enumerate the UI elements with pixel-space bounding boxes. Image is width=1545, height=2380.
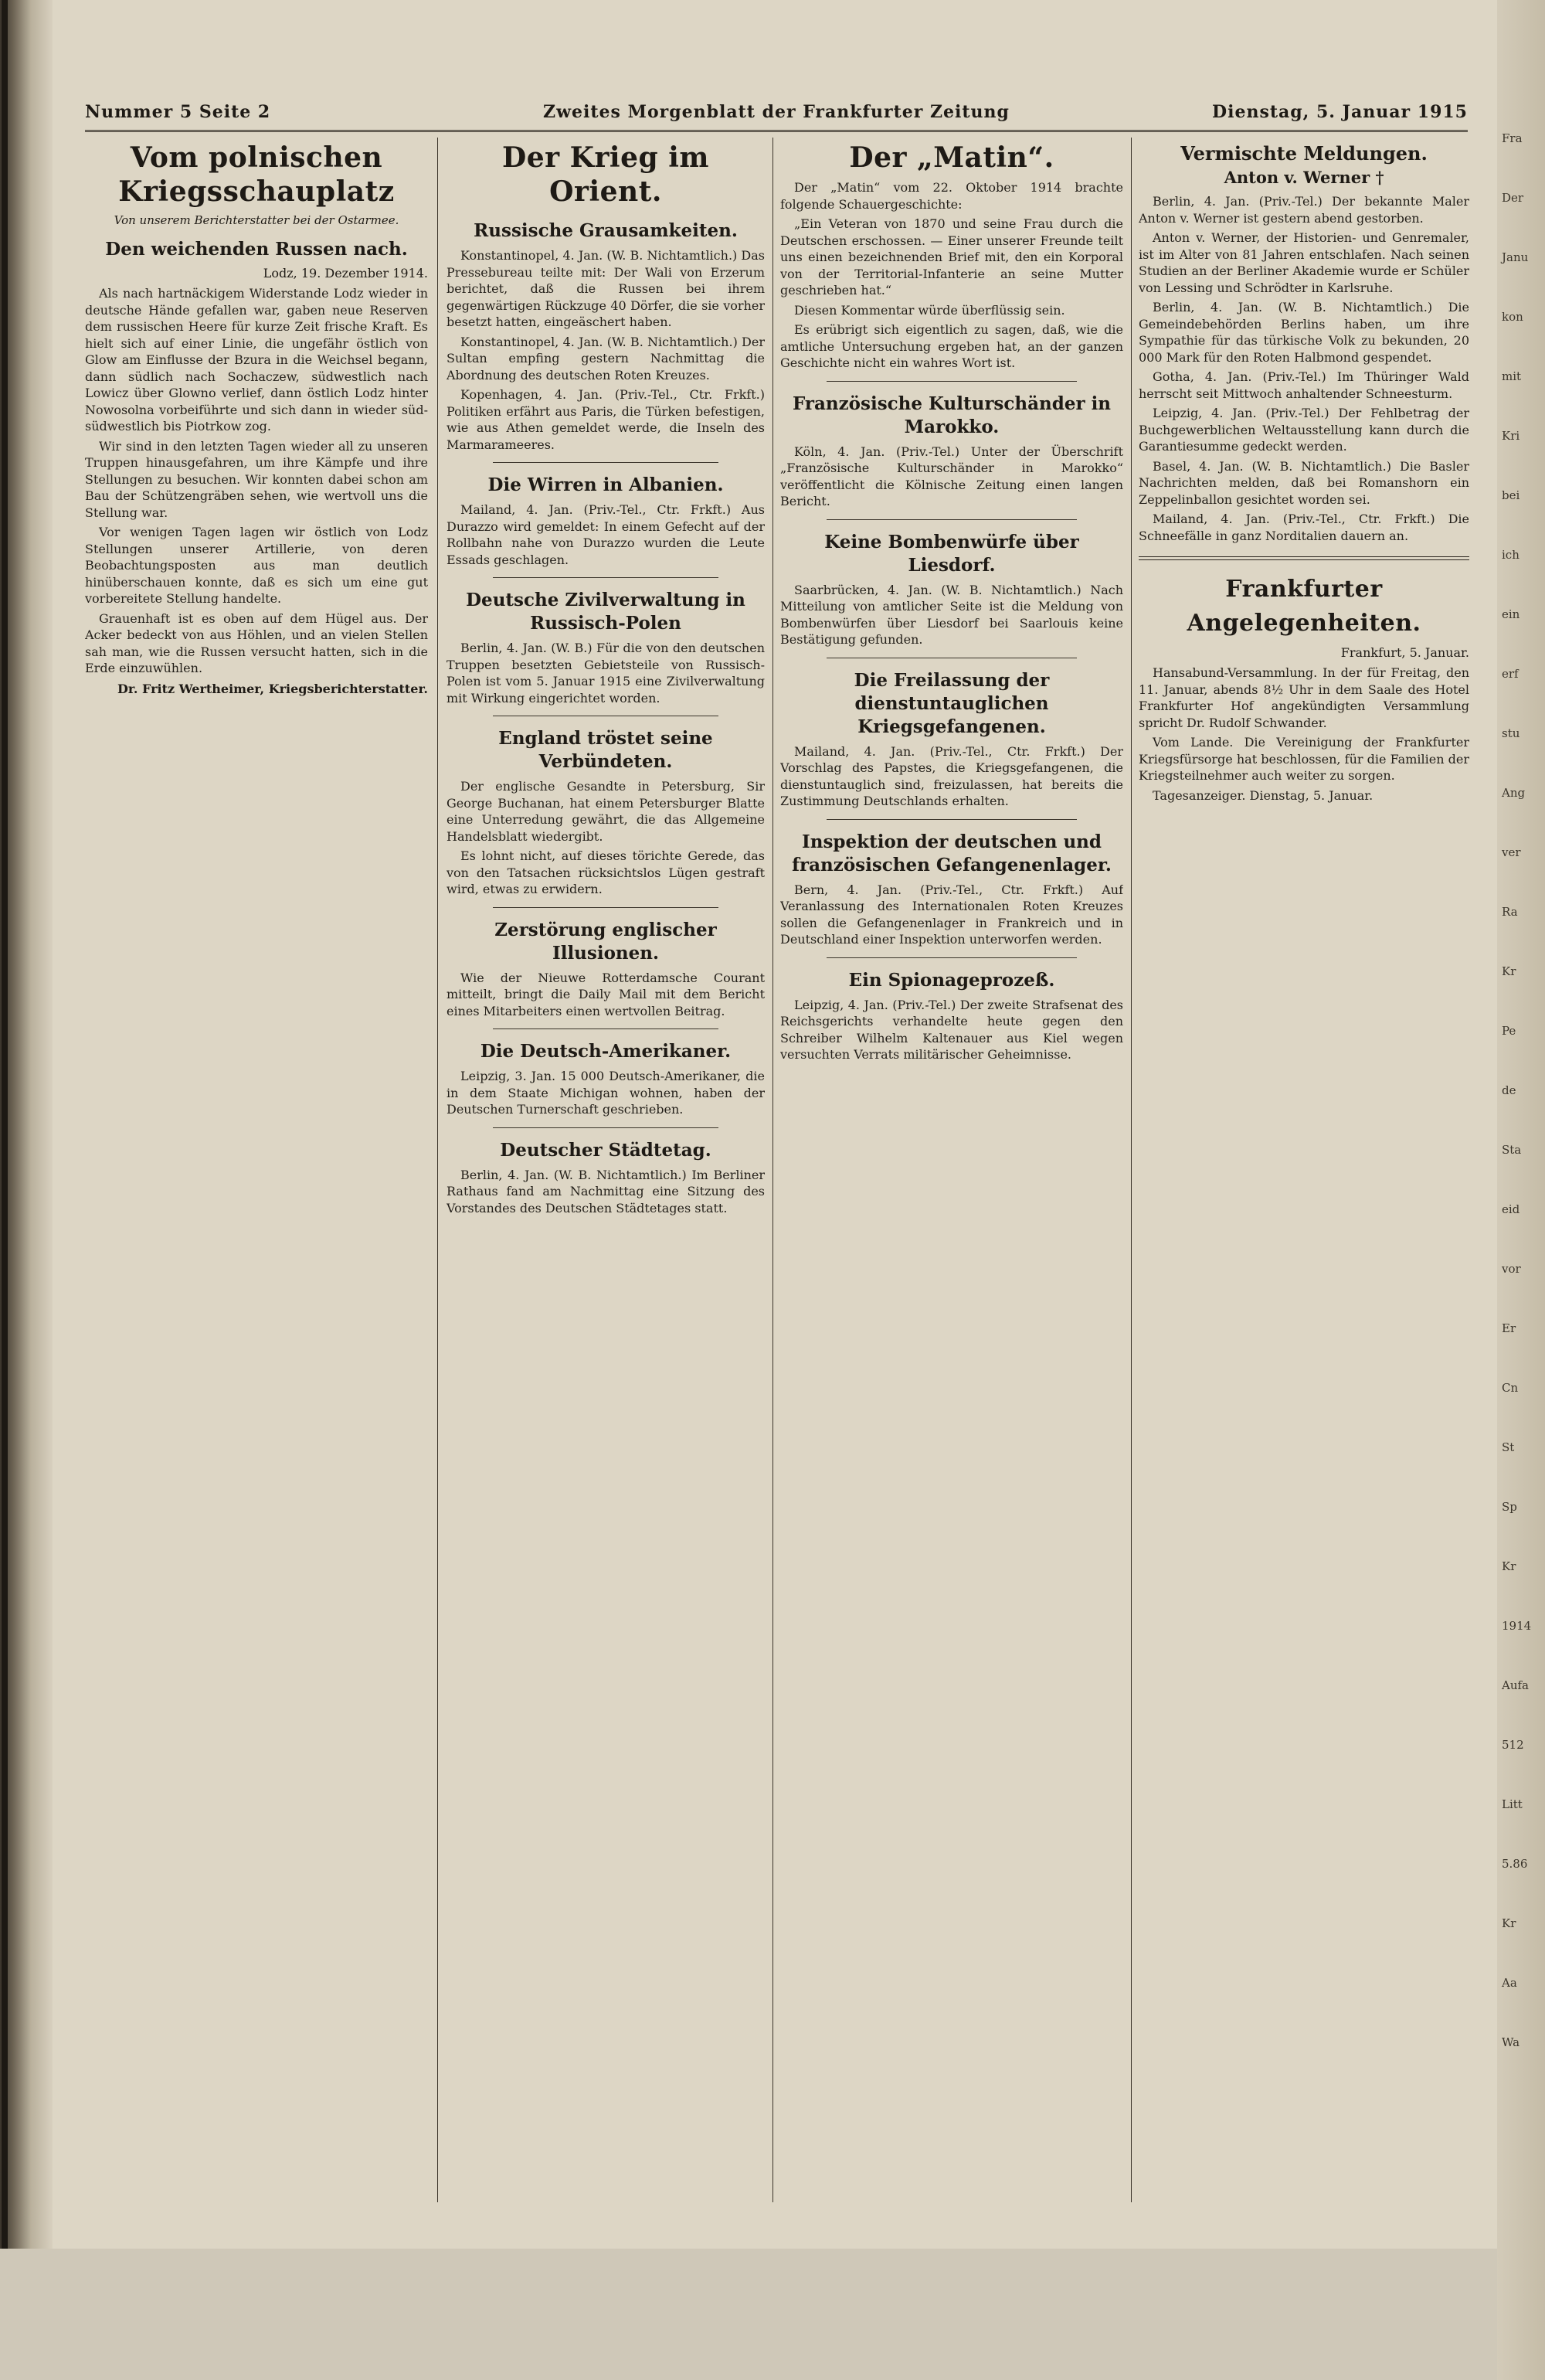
divider [493, 1127, 718, 1128]
edge-fragment: Der [1502, 191, 1524, 205]
section-subtitle: Deutscher Städtetag. [500, 1139, 711, 1161]
page-number: Nummer 5 Seite 2 [85, 102, 271, 122]
edge-fragment: de [1502, 1083, 1516, 1097]
edge-fragment: 1914 [1502, 1619, 1532, 1633]
edge-fragment: bei [1502, 488, 1520, 502]
paragraph: Leipzig, 3. Jan. 15 000 Deutsch-Amerikaner, die in dem Staate Michigan wohnen, haben der Deutschen Turnerschaft geschrieben. [447, 1069, 765, 1117]
next-page-edge [1497, 0, 1545, 2380]
edge-fragment: stu [1502, 726, 1520, 740]
paragraph: Vom Lande. Die Vereinigung der Frankfurter Kriegsfürsorge hat beschlossen, für die Familien der Kriegsteilnehmer auch weiter zu sorgen. [1139, 735, 1469, 783]
paragraph: Anton v. Werner, der Historien- und Genremaler, ist im Alter von 81 Jahren entschlafen. Nach seinen Studien an der Berliner Akademie wurde er Schüler von Lessing und Schrödter in Karlsruhe. [1139, 230, 1469, 295]
edge-fragment: Ra [1502, 905, 1518, 919]
paragraph: Als nach hartnäckigem Widerstande Lodz wieder in deutsche Hände gefallen war, gaben neue Reserven dem russischen Heere für kurze Zeit frische Kraft. Es hielt sich auf einer Linie, die ungefähr östlich von Glow am Einflusse der Bzura in die Weichsel begann, dann südlich nach Sochaczew, südwestlich nach Lowicz über Glowno verlief, dann östlich Lodz hinter Nowosolna vorbeiführte und sich dann in wieder süd-südwestlich bis Piotrkow zog. [85, 286, 428, 434]
article-title: Der „Matin“. [849, 141, 1054, 174]
column-rule [772, 138, 773, 2202]
edge-fragment: Kr [1502, 1559, 1516, 1573]
paragraph: Kopenhagen, 4. Jan. (Priv.-Tel., Ctr. Frkft.) Politiken erfährt aus Paris, die Türken befestigen, wie aus Athen gemeldet werde, die Inseln des Marmarameeres. [447, 387, 765, 452]
paragraph: Gotha, 4. Jan. (Priv.-Tel.) Im Thüringer Wald herrscht seit Mittwoch anhaltender Schneesturm. [1139, 369, 1469, 401]
section-divider [1139, 556, 1469, 560]
edge-fragment: eid [1502, 1202, 1520, 1216]
divider [493, 577, 718, 578]
article-subtitle: Den weichenden Russen nach. [105, 239, 408, 260]
paragraph: Köln, 4. Jan. (Priv.-Tel.) Unter der Überschrift „Französische Kulturschänder in Marokko“ veröffentlicht die Kölnische Zeitung einen langen Bericht. [780, 444, 1123, 508]
edge-fragment: Cn [1502, 1381, 1519, 1395]
edge-fragment: Sp [1502, 1500, 1517, 1514]
paragraph: Vor wenigen Tagen lagen wir östlich von Lodz Stellungen unserer Artillerie, von deren Beobachtungsposten aus man deutlich hinüberschauen konnte, daß es sich um eine gut vorbereitete Stellung handelte. [85, 525, 428, 606]
section-subtitle: Französische Kulturschänder in Marokko. [792, 393, 1112, 437]
paragraph: Wie der Nieuwe Rotterdamsche Courant mitteilt, bringt die Daily Mail mit dem Bericht eines Mitarbeiters einen wertvollen Beitrag. [447, 970, 765, 1018]
column-polnischer-kriegsschauplatz [85, 138, 428, 2202]
divider [827, 957, 1077, 958]
edge-fragment: Aufa [1502, 1678, 1529, 1692]
article-title: Vermischte Meldungen. [1180, 142, 1428, 165]
edge-fragment: Kri [1502, 429, 1520, 443]
edge-fragment: kon [1502, 310, 1523, 324]
paragraph: Bern, 4. Jan. (Priv.-Tel., Ctr. Frkft.) Auf Veranlassung des Internationalen Roten Kreuzes sollen die Gefangenenlager in Frankreich und in Deutschland einer Inspektion unterworfen werden. [780, 882, 1123, 947]
masthead-title: Zweites Morgenblatt der Frankfurter Zeitung [543, 102, 1010, 122]
paragraph: Es lohnt nicht, auf dieses törichte Gerede, das von den Tatsachen rücksichtslos Lügen gestraft wird, etwas zu erwidern. [447, 848, 765, 896]
section-subtitle: Die Wirren in Albanien. [487, 474, 724, 495]
edge-fragment: ein [1502, 607, 1520, 621]
paragraph: Der englische Gesandte in Petersburg, Sir George Buchanan, hat einem Petersburger Blatte eine Unterredung gewährt, die das Allgemeine Handelsblatt wiedergibt. [447, 779, 765, 844]
article-author: Dr. Fritz Wertheimer, Kriegsberichterstatter. [117, 681, 428, 696]
divider [827, 819, 1077, 820]
article-dateline: Lodz, 19. Dezember 1914. [263, 266, 428, 280]
paragraph: Berlin, 4. Jan. (W. B. Nichtamtlich.) Im Berliner Rathaus fand am Nachmittag eine Sitzung des Vorstandes des Deutschen Städtetages statt. [447, 1167, 765, 1216]
section-subtitle: Russische Grausamkeiten. [474, 220, 738, 241]
paragraph: Saarbrücken, 4. Jan. (W. B. Nichtamtlich.) Nach Mitteilung von amtlicher Seite ist die Meldung von Bombenwürfen über Liesdorf bei Saarlouis keine Bestätigung gefunden. [780, 582, 1123, 647]
divider [493, 1028, 718, 1029]
article-dateline: Frankfurt, 5. Januar. [1340, 645, 1469, 660]
paragraph: Hansabund-Versammlung. In der für Freitag, den 11. Januar, abends 8½ Uhr in dem Saale des Hotel Frankfurter Hof angekündigten Versammlung spricht Dr. Rudolf Schwander. [1139, 665, 1469, 730]
paragraph: Berlin, 4. Jan. (Priv.-Tel.) Der bekannte Maler Anton v. Werner ist gestern abend gestorben. [1139, 194, 1469, 226]
edge-fragment: ich [1502, 548, 1520, 562]
edge-fragment: 5.86 [1502, 1857, 1528, 1871]
issue-date: Dienstag, 5. Januar 1915 [1212, 102, 1468, 122]
edge-fragment: vor [1502, 1262, 1521, 1276]
article-title: Der Krieg im Orient. [502, 141, 709, 208]
section-subtitle: Ein Spionageprozeß. [848, 969, 1055, 991]
obituary-heading: Anton v. Werner † [1224, 168, 1384, 187]
section-subtitle: Die Freilassung der dienstuntauglichen Kriegsgefangenen. [854, 669, 1050, 737]
page-header [85, 99, 1468, 132]
paragraph: Mailand, 4. Jan. (Priv.-Tel., Ctr. Frkft.) Aus Durazzo wird gemeldet: In einem Gefecht auf der Rollbahn nahe von Durazzo wurden die Leute Essads geschlagen. [447, 502, 765, 567]
edge-fragment: mit [1502, 369, 1522, 383]
paragraph: Diesen Kommentar würde überflüssig sein. [794, 302, 1065, 318]
edge-fragment: Fra [1502, 131, 1523, 145]
column-rule [437, 138, 438, 2202]
article-byline: Von unserem Berichterstatter bei der Ostarmee. [114, 213, 399, 227]
column-matin [780, 138, 1123, 2202]
column-krieg-im-orient [447, 138, 765, 2202]
section-subtitle: Deutsche Zivilverwaltung in Russisch-Polen [466, 590, 745, 634]
edge-fragment: ver [1502, 845, 1521, 859]
paragraph: Leipzig, 4. Jan. (Priv.-Tel.) Der Fehlbetrag der Buchgewerblichen Weltausstellung kann durch die Garantiesumme gedeckt werden. [1139, 406, 1469, 454]
divider [827, 519, 1077, 520]
section-subtitle: Die Deutsch-Amerikaner. [480, 1041, 732, 1062]
paragraph: Der „Matin“ vom 22. Oktober 1914 brachte folgende Schauergeschichte: [780, 180, 1123, 212]
column-rule [1131, 138, 1132, 2202]
section-subtitle: Keine Bombenwürfe über Liesdorf. [824, 531, 1079, 576]
book-binding [0, 0, 53, 2249]
divider [493, 462, 718, 463]
edge-fragment: erf [1502, 667, 1519, 681]
edge-fragment: Ang [1502, 786, 1526, 800]
paragraph: Tagesanzeiger. Dienstag, 5. Januar. [1153, 787, 1374, 803]
paragraph: Mailand, 4. Jan. (Priv.-Tel., Ctr. Frkft.) Die Schneefälle in ganz Norditalien dauern an. [1139, 512, 1469, 543]
paragraph: Es erübrigt sich eigentlich zu sagen, daß, wie die amtliche Untersuchung ergeben hat, an der ganzen Geschichte nicht ein wahres Wort ist. [780, 322, 1123, 370]
paragraph: Mailand, 4. Jan. (Priv.-Tel., Ctr. Frkft.) Der Vorschlag des Papstes, die Kriegsgefangenen, die dienstuntauglich sind, freizulassen, hat bereits die Zustimmung Deutschlands erhalten. [780, 743, 1123, 808]
paragraph: Berlin, 4. Jan. (W. B. Nichtamtlich.) Die Gemeindebehörden Berlins haben, um ihre Sympathie für das türkische Volk zu bekunden, 20 000 Mark für den Roten Halbmond gespendet. [1139, 300, 1469, 365]
paragraph: Berlin, 4. Jan. (W. B.) Für die von den deutschen Truppen besetzten Gebietsteile von Russisch-Polen ist vom 5. Januar 1915 eine Zivilverwaltung mit Wirkung eingerichtet worden. [447, 641, 765, 706]
edge-fragment: Janu [1502, 250, 1529, 264]
edge-fragment: St [1502, 1440, 1515, 1454]
paragraph: Grauenhaft ist es oben auf dem Hügel aus. Der Acker bedeckt von aus Höhlen, und an vielen Stellen sah man, wie die Russen versucht hatten, sich in die Erde einzuwühlen. [85, 610, 428, 675]
edge-fragment: Sta [1502, 1143, 1522, 1157]
section-subtitle: Zerstörung englischer Illusionen. [494, 919, 717, 964]
edge-fragment: Aa [1502, 1976, 1517, 1990]
section-subtitle: England tröstet seine Verbündeten. [498, 728, 713, 772]
column-vermischte-meldungen [1139, 138, 1469, 2202]
paragraph: Wir sind in den letzten Tagen wieder all zu unseren Truppen hinausgefahren, um ihre Kämpfe und ihre Stellungen zu besuchen. Wir konnten dabei schon am Bau der Schützengräben sehen, wie wertvoll uns die Stellung war. [85, 438, 428, 520]
edge-fragment: 512 [1502, 1738, 1524, 1752]
edge-fragment: Er [1502, 1321, 1516, 1335]
edge-fragment: Wa [1502, 2035, 1520, 2049]
paragraph: Konstantinopel, 4. Jan. (W. B. Nichtamtlich.) Der Sultan empfing gestern Nachmittag die Abordnung des deutschen Roten Kreuzes. [447, 334, 765, 382]
edge-fragment: Pe [1502, 1024, 1516, 1038]
divider [827, 381, 1077, 382]
divider [493, 907, 718, 908]
paragraph: „Ein Veteran von 1870 und seine Frau durch die Deutschen erschossen. — Einer unserer Freunde teilt uns einen bezeichnenden Brief mit, den ein Korporal von der Territorial-Infanterie an seine Mutter geschrieben hat.“ [780, 216, 1123, 298]
article-title: Frankfurter Angelegenheiten. [1187, 576, 1421, 637]
article-title: Vom polnischen Kriegsschauplatz [118, 141, 395, 208]
edge-fragment: Kr [1502, 1916, 1516, 1930]
edge-fragment: Kr [1502, 964, 1516, 978]
binding-shadow [2, 0, 8, 2249]
paragraph: Leipzig, 4. Jan. (Priv.-Tel.) Der zweite Strafsenat des Reichsgerichts verhandelte heute gegen den Schreiber Wilhelm Kaltenauer aus Kiel wegen versuchten Verrats militärischer Geheimnisse. [780, 997, 1123, 1062]
paragraph: Basel, 4. Jan. (W. B. Nichtamtlich.) Die Basler Nachrichten melden, daß bei Romanshorn ein Zeppelinballon gesichtet worden sei. [1139, 458, 1469, 507]
section-subtitle: Inspektion der deutschen und französischen Gefangenenlager. [792, 831, 1112, 876]
paragraph: Konstantinopel, 4. Jan. (W. B. Nichtamtlich.) Das Pressebureau teilte mit: Der Wali von Erzerum berichtet, daß die Russen bei ihrem gegenwärtigen Rückzuge 40 Dörfer, die sie vorher besetzt hatten, eingeäschert haben. [447, 248, 765, 329]
edge-fragment: Litt [1502, 1797, 1523, 1811]
